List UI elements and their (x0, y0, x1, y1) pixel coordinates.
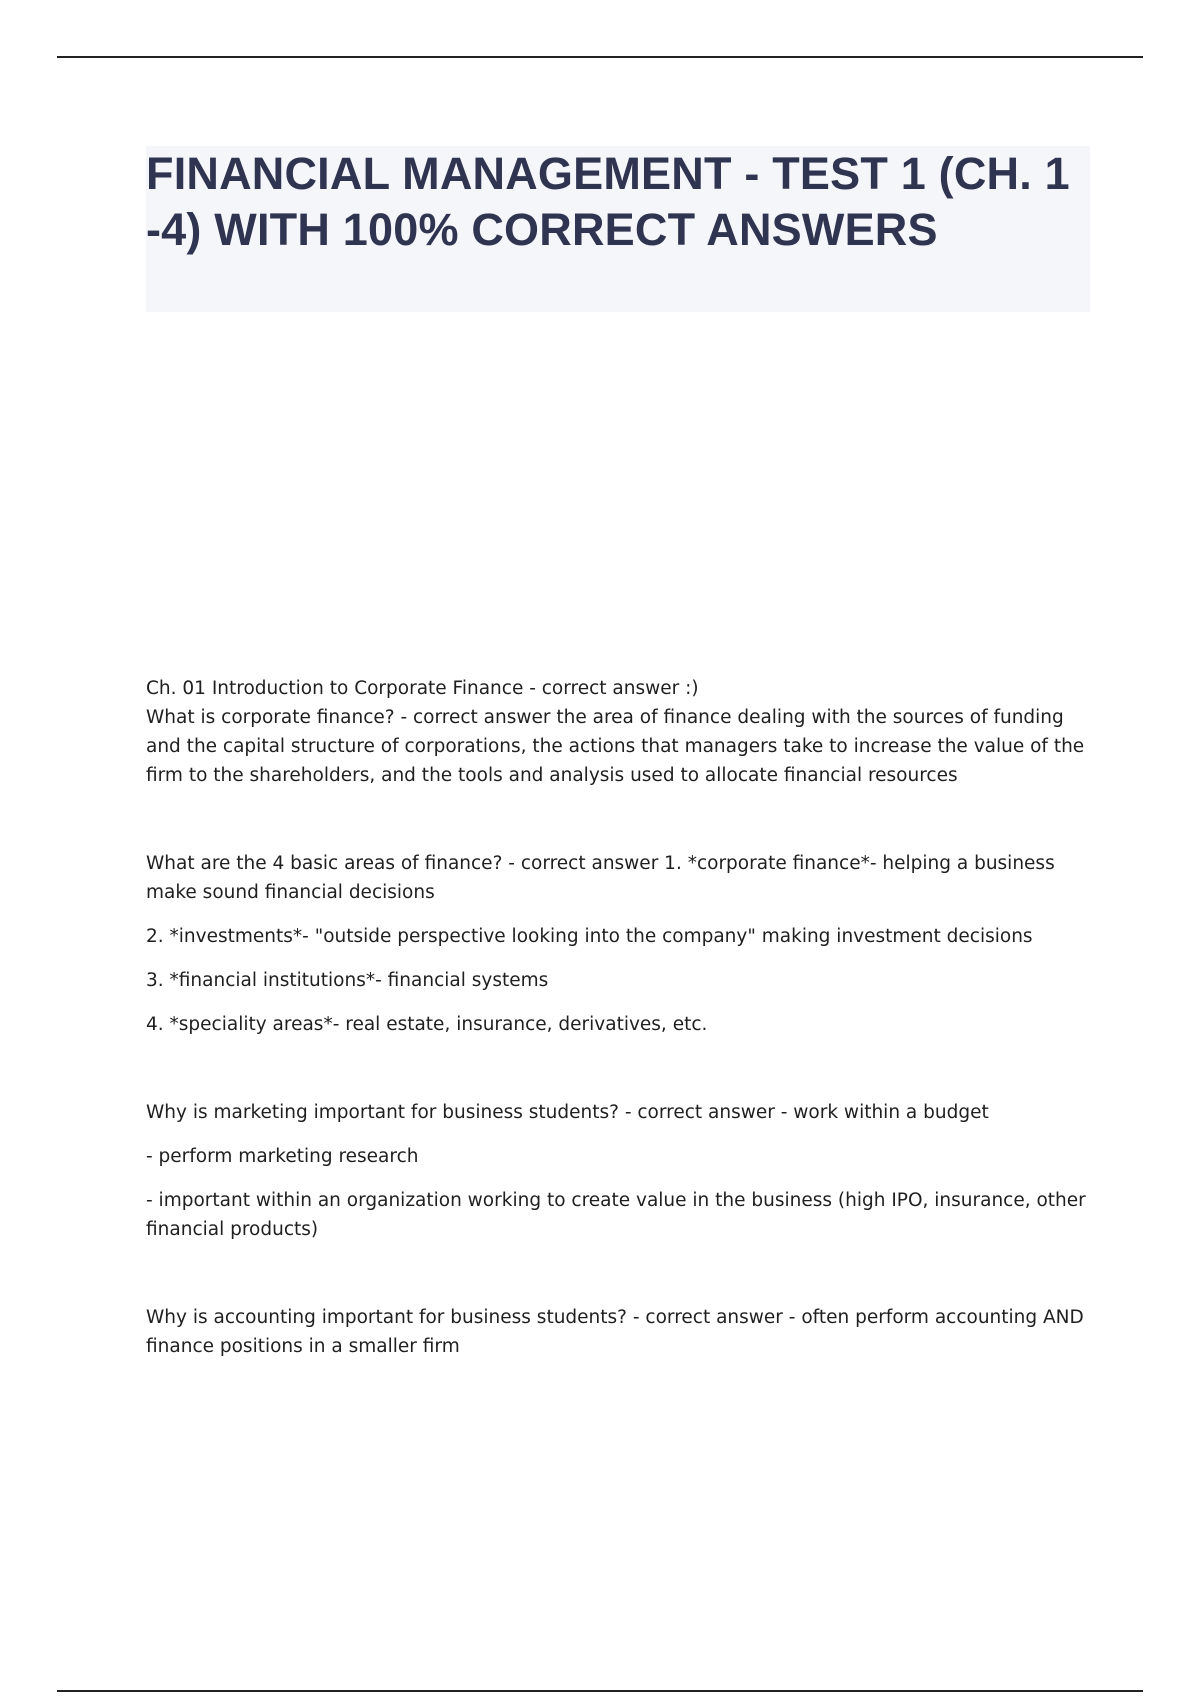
qa-line: Why is accounting important for business students? - correct answer - often perform accounting AND finance positions in a smaller firm (146, 1307, 1084, 1357)
qa-line: 4. *speciality areas*- real estate, insurance, derivatives, etc. (146, 1014, 708, 1035)
chapter-heading: Ch. 01 Introduction to Corporate Finance - correct answer :) (146, 678, 699, 699)
qa-item-marketing (146, 1098, 1090, 1244)
document-body (146, 674, 1090, 1361)
bottom-rule (57, 1690, 1143, 1692)
qa-line: 3. *financial institutions*- financial systems (146, 970, 549, 991)
qa-line: - perform marketing research (146, 1146, 419, 1167)
qa-item-basic-areas (146, 849, 1090, 1039)
qa-line: What are the 4 basic areas of finance? - correct answer 1. *corporate finance*- helping a business make sound financial decisions (146, 853, 1055, 903)
top-rule (57, 56, 1143, 58)
qa-item-corporate-finance (146, 703, 1090, 790)
title-banner (146, 146, 1090, 312)
qa-line: 2. *investments*- "outside perspective looking into the company" making investment decisions (146, 926, 1033, 947)
qa-line: Why is marketing important for business students? - correct answer - work within a budget (146, 1102, 989, 1123)
qa-item-accounting (146, 1303, 1090, 1361)
qa-line: - important within an organization working to create value in the business (high IPO, insurance, other financial products) (146, 1190, 1086, 1240)
qa-line: What is corporate finance? - correct answer the area of finance dealing with the sources of funding and the capital structure of corporations, the actions that managers take to increase the value of the firm to the shareholders, and the tools and analysis used to allocate financial resources (146, 707, 1085, 786)
document-title: FINANCIAL MANAGEMENT - TEST 1 (CH. 1 -4) WITH 100% CORRECT ANSWERS (146, 148, 1070, 255)
